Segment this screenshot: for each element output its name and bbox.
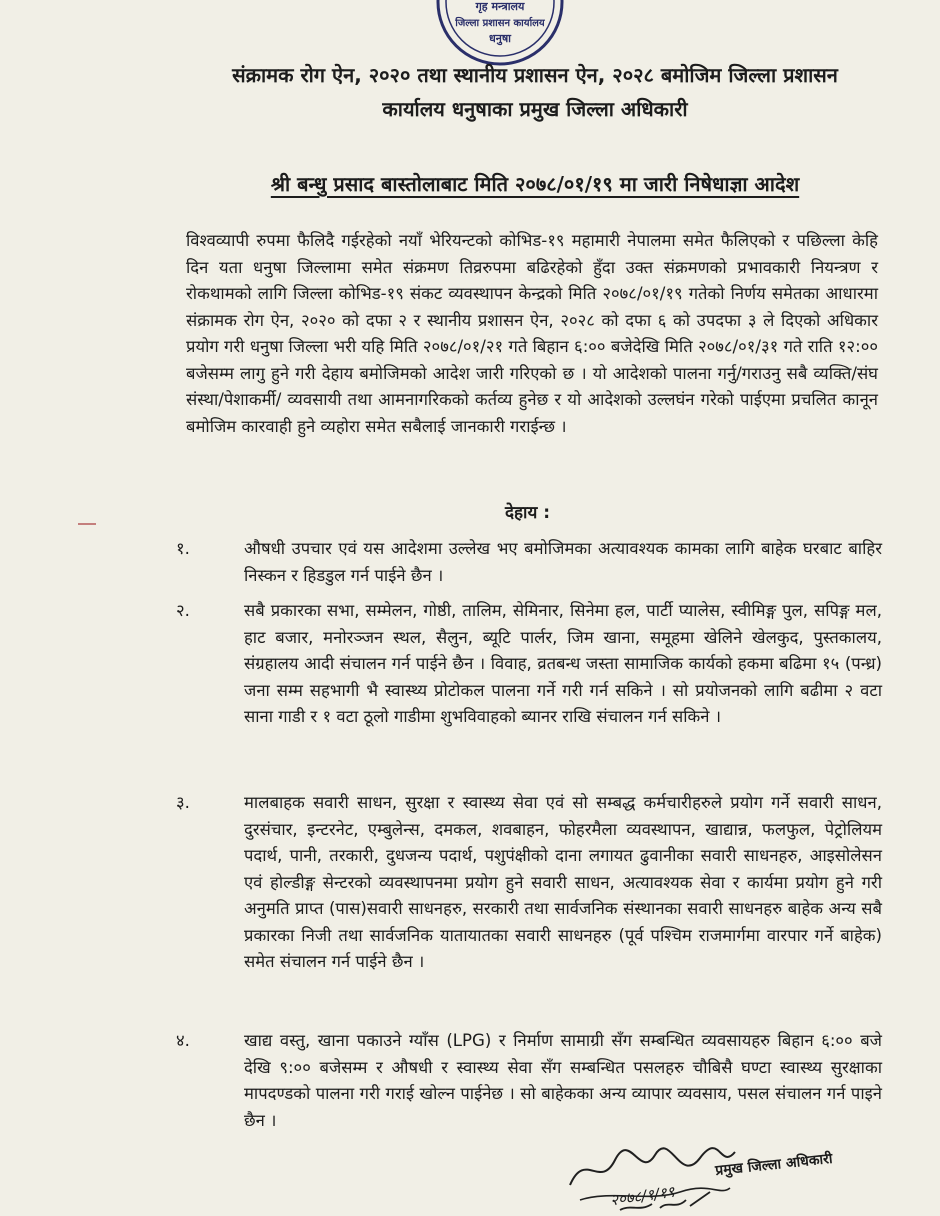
item-number: ४. [176, 1031, 190, 1050]
intro-paragraph: विश्वव्यापी रुपमा फैलिदै गईरहेको नयाँ भेरियन्टको कोभिड-१९ महामारी नेपालमा समेत फैलिएको र पछिल्ला केहि दिन यता धनुषा जिल्लामा समेत संक्रमण तिव्ररुपमा बढिरहेको हुँदा उक्त संक्रमणको प्रभावकारी नियन्त्रण र रोकथामको लागि जिल्ला कोभिड-१९ संकट व्यवस्थापन केन्द्रको मिति २०७८/०१/१९ गतेको निर्णय समेतका आधारमा संक्रामक रोग ऐन, २०२० को दफा २ र स्थानीय प्रशासन ऐन, २०२८ को दफा ६ को उपदफा ३ ले दिएको अधिकार प्रयोग गरी धनुषा जिल्ला भरी यहि मिति २०७८/०१/२१ गते बिहान ६:०० बजेदेखि मिति २०७८/०१/३१ गते राति १२:०० बजेसम्म लागु हुने गरी देहाय बमोजिमको आदेश जारी गरिएको छ । यो आदेशको पालना गर्नु/गराउनु सबै व्यक्ति/संघ संस्था/पेशाकर्मी/ व्यवसायी तथा आमनागरिकको कर्तव्य हुनेछ र यो आदेशको उल्लघंन गरेको पाईएमा प्रचलित कानून बमोजिम कारवाही हुने व्यहोरा समेत सबैलाई जानकारी गराईन्छ । [186, 231, 878, 436]
signature-date: २०७८/१/१९ [609, 1182, 676, 1210]
item-text: मालबाहक सवारी साधन, सुरक्षा र स्वास्थ्य सेवा एवं सो सम्बद्ध कर्मचारीहरुले प्रयोग गर्ने सवारी साधन, दुरसंचार, इन्टरनेट, एम्बुलेन्स, दमकल, शवबाहन, फोहरमैला व्यवस्थापन, खाद्यान्न, फलफुल, पेट्रोलियम पदार्थ, पानी, तरकारी, दुधजन्य पदार्थ, पशुपंक्षीको दाना लगायत ढुवानीका सवारी साधनहरु, आइसोलेसन एवं होल्डीङ्ग सेन्टरको व्यवस्थापनमा प्रयोग हुने सवारी साधन, अत्यावश्यक सेवा र कार्यमा प्रयोग हुने गरी अनुमति प्राप्त (पास)सवारी साधनहरु, सरकारी तथा सार्वजनिक संस्थानका सवारी साधनहरु बाहेक अन्य सबै प्रकारका निजी तथा सार्वजनिक यातायातका सवारी साधनहरु (पूर्व पश्चिम राजमार्गमा वारपार गर्ने बाहेक) समेत संचालन गर्न पाईने छैन । [244, 793, 882, 971]
heading-line-1: संक्रामक रोग ऐन, २०२० तथा स्थानीय प्रशासन ऐन, २०२८ बमोजिम जिल्ला प्रशासन [232, 63, 838, 87]
dehay-label: देहाय : [505, 503, 551, 523]
item-text: औषधी उपचार एवं यस आदेशमा उल्लेख भए बमोजिमका अत्यावश्यक कामका लागि बाहेक घरबाट बाहिर निस्कन र हिडडुल गर्न पाईने छैन । [244, 539, 882, 585]
order-item-2 [176, 598, 882, 731]
order-item-4 [176, 1028, 882, 1134]
order-item-1 [176, 536, 882, 589]
item-text: सबै प्रकारका सभा, सम्मेलन, गोष्ठी, तालिम, सेमिनार, सिनेमा हल, पार्टी प्यालेस, स्वीमिङ्ग पुल, सपिङ्ग मल, हाट बजार, मनोरञ्जन स्थल, सैलुन, ब्यूटि पार्लर, जिम खाना, समूहमा खेलिने खेलकुद, पुस्तकालय, संग्रहालय आदी संचालन गर्न पाईने छैन । विवाह, व्रतबन्ध जस्ता सामाजिक कार्यको हकमा बढिमा १५ (पन्ध्र) जना सम्म सहभागी भै स्वास्थ्य प्रोटोकल पालना गर्ने गरी गर्न सकिने । सो प्रयोजनको लागि बढीमा २ वटा साना गाडी र १ वटा ठूलो गाडीमा शुभविवाहको ब्यानर राखि संचालन गर्न सकिने । [244, 601, 882, 726]
item-number: १. [176, 539, 190, 558]
svg-text:गृह मन्त्रालय: गृह मन्त्रालय [475, 0, 525, 13]
signatory-role: प्रमुख जिल्ला अधिकारी [714, 1150, 834, 1180]
margin-mark [78, 523, 96, 525]
svg-text:जिल्ला प्रशासन कार्यालय: जिल्ला प्रशासन कार्यालय [455, 18, 545, 29]
document-heading [190, 58, 880, 126]
item-number: २. [176, 601, 190, 620]
order-item-3 [176, 790, 882, 976]
svg-text:धनुषा: धनुषा [488, 32, 512, 45]
heading-line-2: कार्यालय धनुषाका प्रमुख जिल्ला अधिकारी [382, 97, 688, 121]
item-number: ३. [176, 793, 190, 812]
order-subject: श्री बन्धु प्रसाद बास्तोलाबाट मिति २०७८/०१/१९ मा जारी निषेधाज्ञा आदेश [270, 172, 800, 196]
item-text: खाद्य वस्तु, खाना पकाउने ग्याँस (LPG) र निर्माण सामाग्री सँग सम्बन्धित व्यवसायहरु बिहान ६:०० बजे देखि ९:०० बजेसम्म र औषधी र स्वास्थ्य सेवा सँग सम्बन्धित पसलहरु चौबिसै घण्टा स्वास्थ्य सुरक्षाका मापदण्डको पालना गरी गराई खोल्न पाईनेछ । सो बाहेकका अन्य व्यापार व्यवसाय, पसल संचालन गर्न पाइने छैन । [244, 1031, 882, 1130]
